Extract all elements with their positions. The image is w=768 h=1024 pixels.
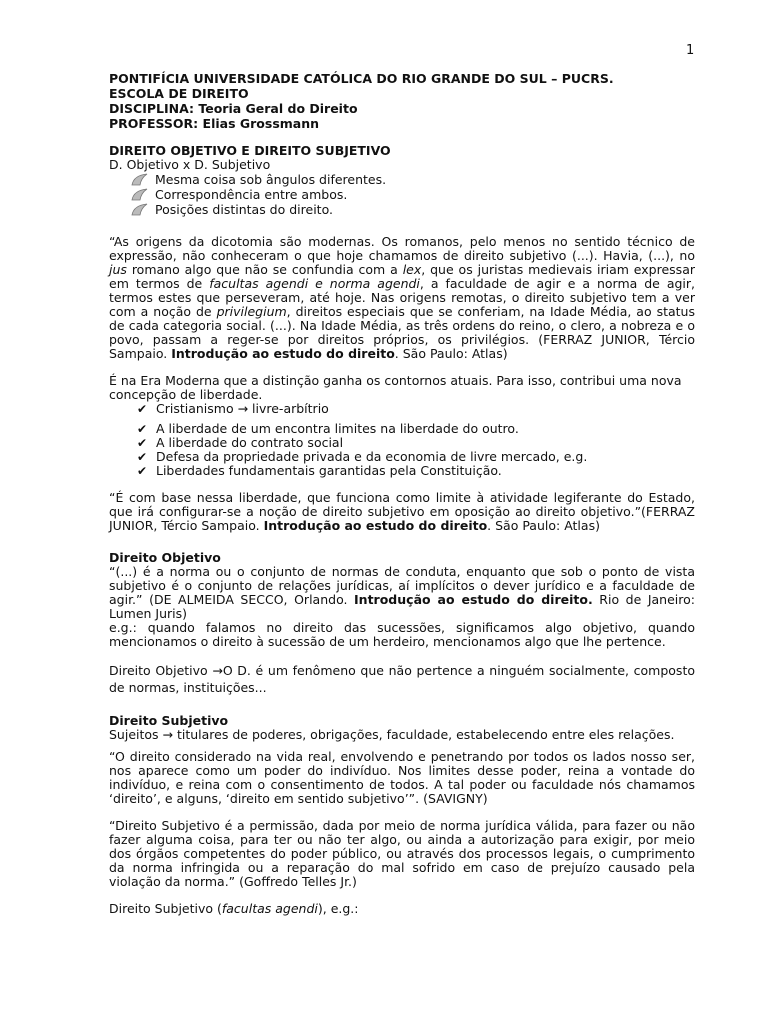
section-title: DIREITO OBJETIVO E DIREITO SUBJETIVO	[109, 143, 391, 158]
quote-direito-objetivo: “(...) é a norma ou o conjunto de normas de conduta, enquanto que sob o ponto de vista subjetivo é o conjunto de relações jurídicas, aí implícitos o dever jurídico e a faculdade de agir.” (DE ALMEIDA SECCO, Orlando. Introdução ao estudo do direito. Rio de Janeiro: Lumen Juris)	[109, 564, 695, 621]
check-list	[109, 402, 695, 478]
bullet-list	[109, 172, 695, 217]
direito-subjetivo-example: Direito Subjetivo (facultas agendi), e.g.:	[109, 901, 359, 916]
discipline-line: DISCIPLINA: Teoria Geral do Direito	[109, 101, 358, 116]
bullet-text: Mesma coisa sob ângulos diferentes.	[155, 171, 387, 187]
sujeitos-line: Sujeitos → titulares de poderes, obrigações, faculdade, estabelecendo entre eles relações.	[109, 727, 675, 742]
curved-leaf-icon	[131, 203, 149, 216]
heading-direito-objetivo: Direito Objetivo	[109, 550, 221, 565]
quote-telles: “Direito Subjetivo é a permissão, dada por meio de norma jurídica válida, para fazer ou não fazer alguma coisa, para ter ou não ter algo, ou ainda a autorização para exigir, por meio dos órgãos competentes do poder público, ou através dos processos legais, o cumprimento da norma infringida ou a reparação do mal sofrido em caso de prejuízo causado pela violação da norma.” (Goffredo Telles Jr.)	[109, 818, 695, 889]
definition-direito-objetivo: Direito Objetivo →O D. é um fenômeno que não pertence a ninguém socialmente, composto de normas, instituições...	[109, 663, 695, 695]
page-number: 1	[686, 43, 695, 58]
checkmark-icon: ✔	[137, 436, 148, 450]
bullet-text: Posições distintas do direito.	[155, 201, 333, 217]
list-item: ✔ Cristianismo → livre-arbítrio	[137, 401, 329, 416]
document-body	[109, 71, 695, 916]
quote-origins: “As origens da dicotomia são modernas. Os romanos, pelo menos no sentido técnico de expressão, não conheceram o que hoje chamamos de direito subjetivo (...). Havia, (...), no jus romano algo que não se confundia com a lex, que os juristas medievais iriam expressar em termos de facultas agendi e norma agendi, a faculdade de agir e a norma de agir, termos estes que perseveram, até hoje. Nas origens remotas, o direito subjetivo tem a ver com a noção de privilegium, direitos especiais que se conferiam, na Idade Média, ao status de cada categoria social. (...). Na Idade Média, as três ordens do reino, o clero, a nobreza e o povo, passam a reger-se por direitos próprios, os privilégios. (FERRAZ JUNIOR, Tércio Sampaio. Introdução ao estudo do direito. São Paulo: Atlas)	[109, 234, 695, 361]
heading-direito-subjetivo: Direito Subjetivo	[109, 713, 229, 728]
quote-liberdade: “É com base nessa liberdade, que funciona como limite à atividade legiferante do Estado, que irá configurar-se a noção de direito subjetivo em oposição ao direito objetivo.”(FERRAZ JUNIOR, Tércio Sampaio. Introdução ao estudo do direito. São Paulo: Atlas)	[109, 490, 695, 533]
list-item	[109, 187, 695, 202]
checkmark-icon: ✔	[137, 422, 148, 436]
list-item: ✔ Liberdades fundamentais garantidas pela Constituição.	[137, 463, 502, 478]
list-item: ✔ Defesa da propriedade privada e da economia de livre mercado, e.g.	[137, 449, 588, 464]
list-item: ✔ A liberdade de um encontra limites na liberdade do outro.	[137, 421, 519, 436]
curved-leaf-icon	[131, 173, 149, 186]
university-name: PONTIFÍCIA UNIVERSIDADE CATÓLICA DO RIO GRANDE DO SUL – PUCRS.	[109, 71, 614, 86]
quote-savigny: “O direito considerado na vida real, envolvendo e penetrando por todos os lados nosso ser, nos aparece como um poder do indivíduo. Nos limites desse poder, reina a vontade do indivíduo, e reina com o consentimento de todos. A tal poder ou faculdade nós chamamos ‘direito’, e alguns, ‘direito em sentido subjetivo’”. (SAVIGNY)	[109, 749, 695, 806]
example-sucessoes: e.g.: quando falamos no direito das sucessões, significamos algo objetivo, quando mencionamos o direito à sucessão de um herdeiro, mencionamos algo que lhe pertence.	[109, 620, 695, 649]
checkmark-icon: ✔	[137, 402, 148, 416]
curved-leaf-icon	[131, 188, 149, 201]
school-name: ESCOLA DE DIREITO	[109, 86, 249, 101]
checkmark-icon: ✔	[137, 464, 148, 478]
list-item: ✔ A liberdade do contrato social	[137, 435, 344, 450]
list-item	[109, 202, 695, 217]
section-subtitle: D. Objetivo x D. Subjetivo	[109, 157, 271, 172]
bullet-text: Correspondência entre ambos.	[155, 186, 348, 202]
checkmark-icon: ✔	[137, 450, 148, 464]
era-moderna-intro: É na Era Moderna que a distinção ganha os contornos atuais. Para isso, contribui uma nova concepção de liberdade.	[109, 373, 682, 402]
professor-line: PROFESSOR: Elias Grossmann	[109, 116, 320, 131]
list-item	[109, 172, 695, 187]
